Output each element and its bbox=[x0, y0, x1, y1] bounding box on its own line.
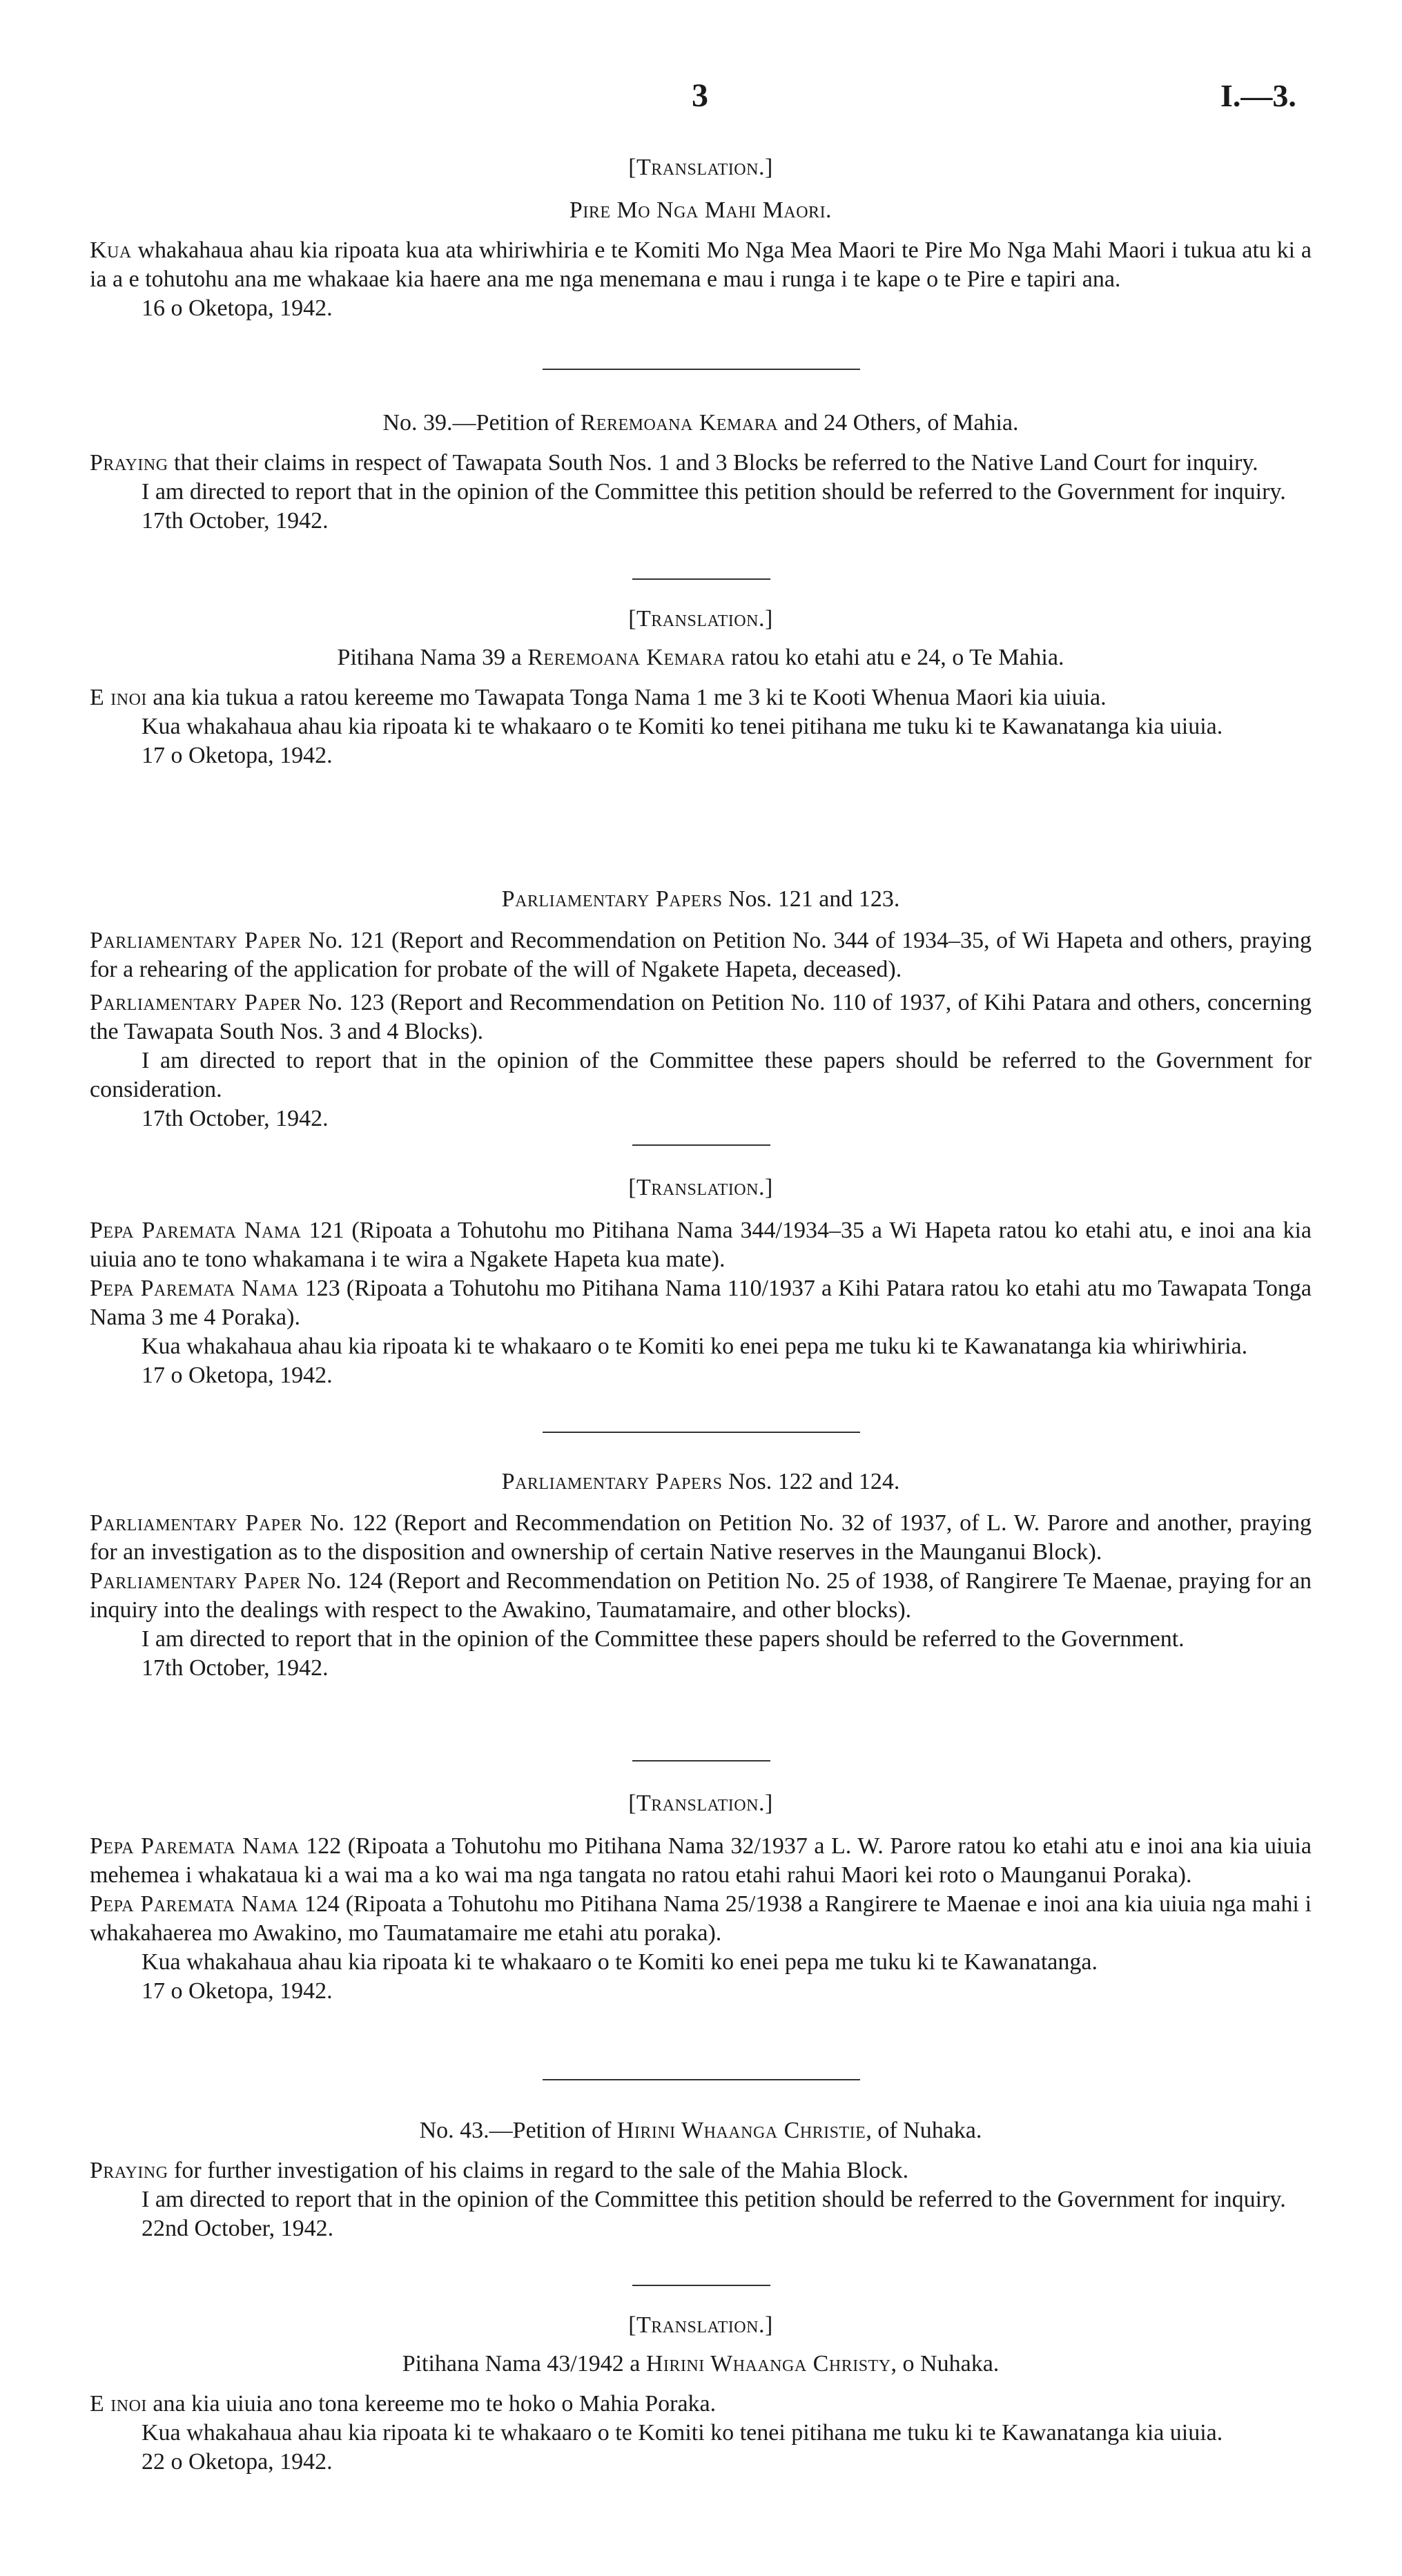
s1-title: Pire Mo Nga Mahi Maori. bbox=[569, 197, 833, 223]
s3-p1-lead: Parliamentary Paper bbox=[90, 928, 302, 953]
s2-report: I am directed to report that in the opinion of the Committee this petition should be referred to the Government for inquiry. bbox=[142, 479, 1286, 505]
s3-trans-report: Kua whakahaua ahau kia ripoata ki te whakaaro o te Komiti ko enei pepa me tuku ki te Kawanatanga kia whiriwhiria. bbox=[142, 1334, 1248, 1359]
s4-p2-lead: Parliamentary Paper bbox=[90, 1568, 301, 1594]
s2-translation-body: E inoi ana kia tukua a ratou kereeme mo Tawapata Tonga Nama 1 me 3 ki te Kooti Whenua Maori kia uiuia. Kua whakahaua ahau kia ripoata ki te whakaaro o te Komiti ko tenei pitihana me tuku ki te Kawanatanga kia uiuia. 17 o Oketopa, 1942. bbox=[90, 683, 1312, 770]
s3-translation-body: Pepa Paremata Nama 121 (Ripoata a Tohutohu mo Pitihana Nama 344/1934–35 a Wi Hapeta ratou ko etahi atu, e inoi ana kia uiuia ano te tono whakamana i te wira a Ngakete Hapeta kua mate). Pepa Paremata Nama 123 (Ripoata a Tohutohu mo Pitihana Nama 110/1937 a Kihi Patara ratou ko etahi atu mo Tawapata Tonga Nama 3 me 4 Poraka). Kua whakahaua ahau kia ripoata ki te whakaaro o te Komiti ko enei pepa me tuku ki te Kawanatanga kia whiriwhiria. 17 o Oketopa, 1942. bbox=[90, 1216, 1312, 1390]
s5-translation-body: E inoi ana kia uiuia ano tona kereeme mo te hoko o Mahia Poraka. Kua whakahaua ahau kia ripoata ki te whakaaro o te Komiti ko tenei pitihana me tuku ki te Kawanatanga kia uiuia. 22 o Oketopa, 1942. bbox=[90, 2390, 1312, 2477]
s3-report: I am directed to report that in the opinion of the Committee these papers should be referred to the Government for consideration. bbox=[90, 1048, 1312, 1102]
s2-trans-report: Kua whakahaua ahau kia ripoata ki te whakaaro o te Komiti ko tenei pitihana me tuku ki te Kawanatanga kia uiuia. bbox=[142, 714, 1223, 739]
s1-lead: Kua bbox=[90, 237, 132, 263]
s4-trans-report: Kua whakahaua ahau kia ripoata ki te whakaaro o te Komiti ko enei pepa me tuku ki te Kawanatanga. bbox=[142, 1949, 1098, 1975]
s4-report: I am directed to report that in the opinion of the Committee these papers should be referred to the Government. bbox=[142, 1626, 1185, 1652]
s4-date: 17th October, 1942. bbox=[142, 1655, 329, 1681]
short-divider bbox=[632, 1144, 770, 1146]
s4-body: Parliamentary Paper No. 122 (Report and Recommendation on Petition No. 32 of 1937, of L. W. Parore and another, praying for an investigation as to the disposition and ownership of certain Native reserves in the Maunganui Block). Parliamentary Paper No. 124 (Report and Recommendation on Petition No. 25 of 1938, of Rangirere Te Maenae, praying for an inquiry into the dealings with respect to the Awakino, Taumatamaire, and other blocks). I am directed to report that in the opinion of the Committee these papers should be referred to the Government. 17th October, 1942. bbox=[90, 1509, 1312, 1683]
s2-date: 17th October, 1942. bbox=[142, 508, 329, 534]
s3-t1-lead: Pepa Paremata Nama bbox=[90, 1218, 302, 1243]
section-divider bbox=[543, 369, 860, 370]
s4-t1-lead: Pepa Paremata Nama bbox=[90, 1833, 300, 1859]
s2-lead: Praying bbox=[90, 450, 168, 476]
s3-title: Parliamentary Papers Nos. 121 and 123. bbox=[501, 886, 900, 912]
page-number: 3 bbox=[692, 77, 708, 114]
s5-trans-date: 22 o Oketopa, 1942. bbox=[142, 2449, 333, 2475]
paper-reference: I.—3. bbox=[1220, 78, 1296, 113]
s5-report: I am directed to report that in the opinion of the Committee this petition should be referred to the Government for inquiry. bbox=[142, 2187, 1286, 2212]
s1-body: Kua whakahaua ahau kia ripoata kua ata whiriwhiria e te Komiti Mo Nga Mea Maori te Pire Mo Nga Mahi Maori i tukua atu ki a ia a e tohutohu ana me whakaae kia haere ana me nga menemana e mau i runga i te kape o te Pire e tapiri ana. 16 o Oketopa, 1942. bbox=[90, 236, 1312, 323]
short-divider bbox=[632, 2285, 770, 2286]
s2-translation-heading: [Translation.] bbox=[628, 606, 773, 632]
s3-date: 17th October, 1942. bbox=[142, 1106, 329, 1131]
s5-trans-report: Kua whakahaua ahau kia ripoata ki te whakaaro o te Komiti ko tenei pitihana me tuku ki te Kawanatanga kia uiuia. bbox=[142, 2420, 1223, 2446]
short-divider bbox=[632, 1760, 770, 1762]
s4-title: Parliamentary Papers Nos. 122 and 124. bbox=[501, 1469, 900, 1494]
s5-date: 22nd October, 1942. bbox=[142, 2216, 334, 2241]
s2-title: No. 39.—Petition of Reremoana Kemara and 24 Others, of Mahia. bbox=[382, 410, 1019, 436]
s4-translation-heading: [Translation.] bbox=[628, 1790, 773, 1816]
s5-translation-title: Pitihana Nama 43/1942 a Hirini Whaanga Christy, o Nuhaka. bbox=[402, 2351, 1000, 2377]
s4-t2-lead: Pepa Paremata Nama bbox=[90, 1891, 299, 1917]
s2-body: Praying that their claims in respect of Tawapata South Nos. 1 and 3 Blocks be referred to the Native Land Court for inquiry. I am directed to report that in the opinion of the Committee this petition should be referred to the Government for inquiry. 17th October, 1942. bbox=[90, 449, 1312, 536]
s5-title: No. 43.—Petition of Hirini Whaanga Christie, of Nuhaka. bbox=[419, 2118, 982, 2143]
section-divider bbox=[543, 1432, 860, 1433]
s4-translation-body: Pepa Paremata Nama 122 (Ripoata a Tohutohu mo Pitihana Nama 32/1937 a L. W. Parore ratou ko etahi atu e inoi ana kia uiuia mehemea i whakataua ki a wai ma a ko wai ma nga tangata no ratou etahi rahui Maori kei roto o Maunganui Poraka). Pepa Paremata Nama 124 (Ripoata a Tohutohu mo Pitihana Nama 25/1938 a Rangirere te Maenae e inoi ana kia uiuia nga mahi i whakahaerea mo Awakino, mo Taumatamaire me etahi atu poraka). Kua whakahaua ahau kia ripoata ki te whakaaro o te Komiti ko enei pepa me tuku ki te Kawanatanga. 17 o Oketopa, 1942. bbox=[90, 1832, 1312, 2006]
s1-translation-heading: [Translation.] bbox=[628, 155, 773, 180]
s1-date: 16 o Oketopa, 1942. bbox=[142, 295, 333, 321]
section-divider bbox=[543, 2079, 860, 2080]
s3-p2-lead: Parliamentary Paper bbox=[90, 990, 302, 1015]
s5-trans-lead: E inoi bbox=[90, 2391, 147, 2417]
s4-trans-date: 17 o Oketopa, 1942. bbox=[142, 1978, 333, 2004]
s2-translation-title: Pitihana Nama 39 a Reremoana Kemara ratou ko etahi atu e 24, o Te Mahia. bbox=[337, 645, 1064, 670]
s3-translation-heading: [Translation.] bbox=[628, 1175, 773, 1200]
short-divider bbox=[632, 578, 770, 580]
s3-trans-date: 17 o Oketopa, 1942. bbox=[142, 1363, 333, 1388]
s2-trans-lead: E inoi bbox=[90, 685, 147, 710]
s3-body: Parliamentary Paper No. 121 (Report and Recommendation on Petition No. 344 of 1934–35, of Wi Hapeta and others, praying for a rehearing of the application for probate of the will of Ngakete Hapeta, deceased). Parliamentary Paper No. 123 (Report and Recommendation on Petition No. 110 of 1937, of Kihi Patara and others, concerning the Tawapata South Nos. 3 and 4 Blocks). I am directed to report that in the opinion of the Committee these papers should be referred to the Government for consideration. 17th October, 1942. bbox=[90, 926, 1312, 1133]
s5-translation-heading: [Translation.] bbox=[628, 2312, 773, 2338]
s5-body: Praying for further investigation of his claims in regard to the sale of the Mahia Block. I am directed to report that in the opinion of the Committee this petition should be referred to the Government for inquiry. 22nd October, 1942. bbox=[90, 2156, 1312, 2243]
s5-lead: Praying bbox=[90, 2158, 168, 2183]
s4-p1-lead: Parliamentary Paper bbox=[90, 1510, 303, 1536]
s2-trans-date: 17 o Oketopa, 1942. bbox=[142, 743, 333, 768]
s3-t2-lead: Pepa Paremata Nama bbox=[90, 1276, 299, 1301]
